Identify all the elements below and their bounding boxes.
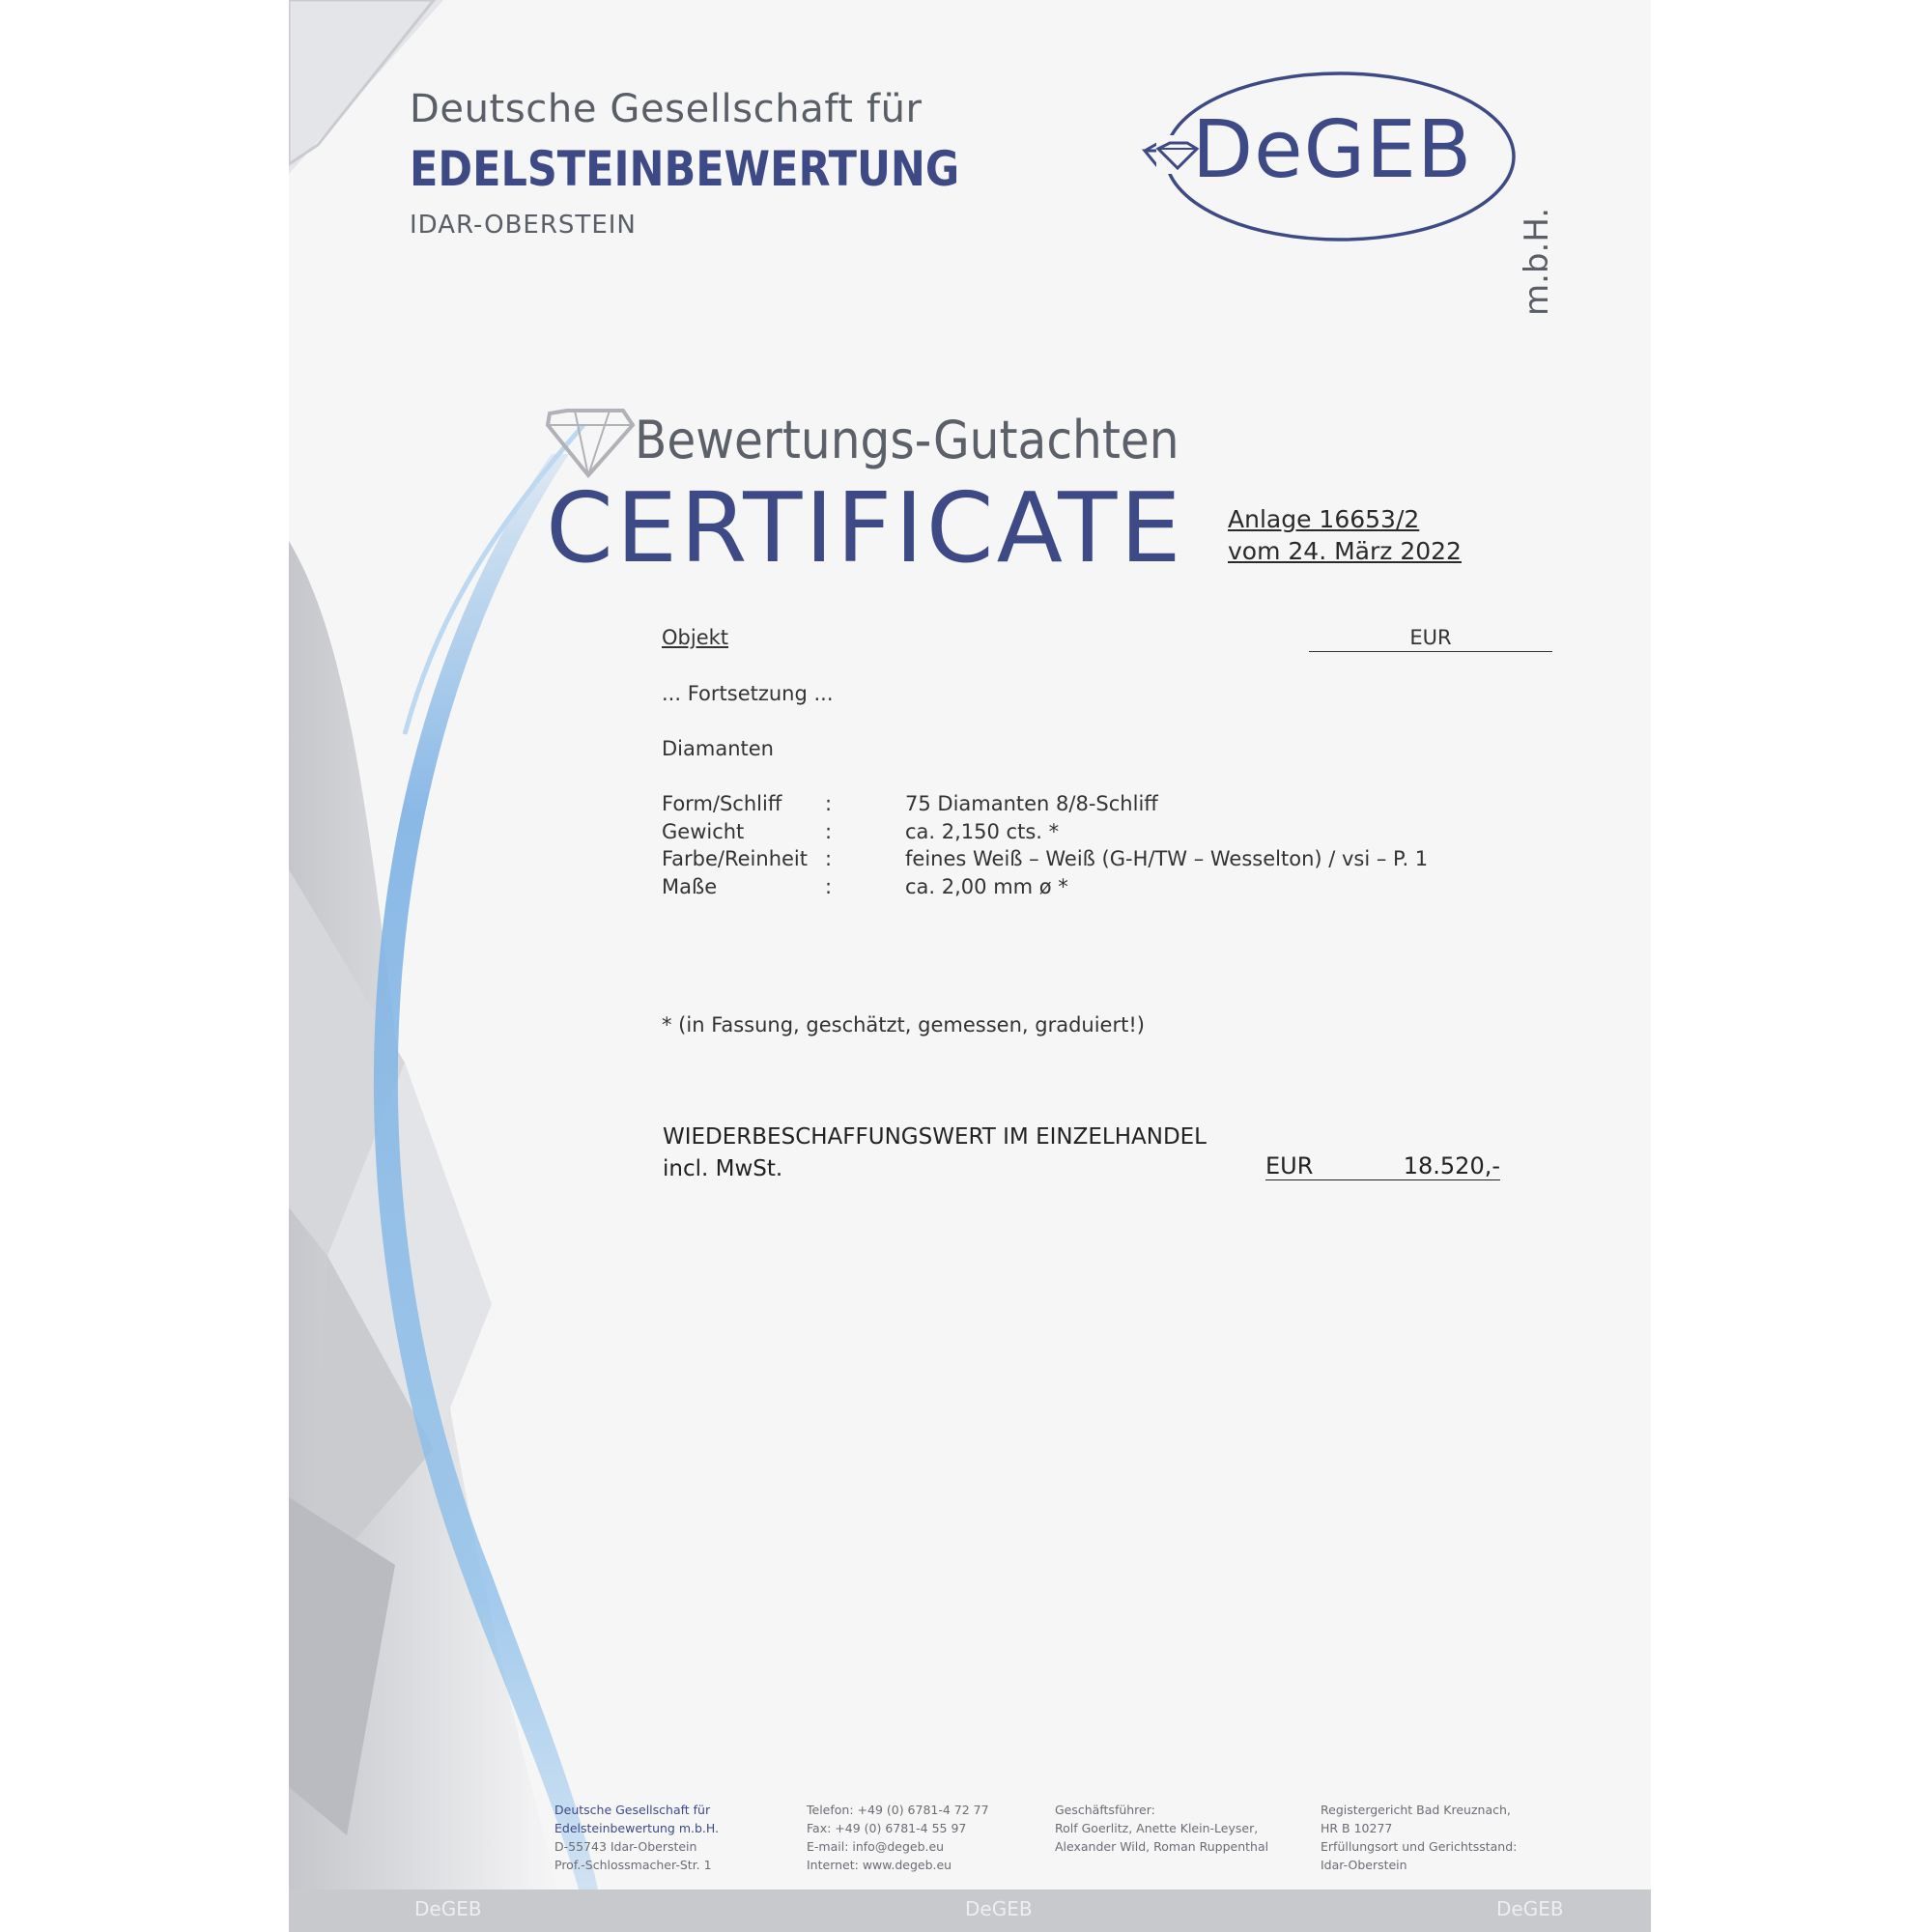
footer-register-line: HR B 10277 — [1321, 1821, 1393, 1835]
strip-logo: DeGEB — [965, 1897, 1033, 1920]
detail-label-color-clarity: Farbe/Reinheit — [662, 847, 808, 870]
footer-decorative-strip — [289, 1889, 1651, 1932]
strip-logo: DeGEB — [1496, 1897, 1564, 1920]
certificate-date: vom 24. März 2022 — [1228, 537, 1462, 565]
detail-separator: : — [825, 820, 833, 843]
object-label: Objekt — [662, 626, 729, 649]
continuation-note: ... Fortsetzung ... — [662, 682, 834, 705]
document-subtitle: Bewertungs-Gutachten — [635, 410, 1179, 470]
certificate-sheet — [289, 0, 1651, 1932]
footer-email: E-mail: info@degeb.eu — [807, 1839, 945, 1854]
footer-management-line: Alexander Wild, Roman Ruppenthal — [1055, 1839, 1269, 1854]
footer-register-line: Erfüllungsort und Gerichtsstand: — [1321, 1839, 1518, 1854]
footnote: * (in Fassung, geschätzt, gemessen, graduiert!) — [662, 1013, 1145, 1037]
footer-register-line: Registergericht Bad Kreuznach, — [1321, 1803, 1511, 1817]
footer-register — [1321, 1801, 1517, 1874]
footer-address-line: Prof.-Schlossmacher-Str. 1 — [554, 1858, 712, 1872]
certificate-title: CERTIFICATE — [546, 471, 1184, 584]
detail-value-color-clarity: feines Weiß – Weiß (G-H/TW – Wesselton) / vsi – P. 1 — [905, 847, 1429, 870]
total-currency: EUR — [1265, 1152, 1314, 1179]
footer-phone: Telefon: +49 (0) 6781-4 72 77 — [807, 1803, 989, 1817]
footer-company-line: Edelsteinbewertung m.b.H. — [554, 1821, 720, 1835]
footer-management-line: Rolf Goerlitz, Anette Klein-Leyser, — [1055, 1821, 1259, 1835]
footer-management — [1055, 1801, 1268, 1856]
strip-logo: DeGEB — [414, 1897, 482, 1920]
currency-header: EUR — [1309, 626, 1552, 652]
replacement-value-total — [1265, 1152, 1500, 1180]
section-heading: Diamanten — [662, 737, 774, 760]
detail-label-dimensions: Maße — [662, 875, 718, 898]
footer-management-line: Geschäftsführer: — [1055, 1803, 1155, 1817]
footer-fax: Fax: +49 (0) 6781-4 55 97 — [807, 1821, 967, 1835]
company-city: IDAR-OBERSTEIN — [410, 211, 637, 240]
total-amount: 18.520,- — [1403, 1152, 1500, 1179]
replacement-value-label: WIEDERBESCHAFFUNGSWERT IM EINZELHANDEL — [663, 1124, 1207, 1150]
attachment-number: Anlage 16653/2 — [1228, 505, 1420, 533]
footer-contact — [807, 1801, 989, 1874]
degeb-logo-text: DeGEB — [1192, 104, 1473, 196]
footer-address-line: D-55743 Idar-Oberstein — [554, 1839, 697, 1854]
footer-company — [554, 1801, 719, 1874]
detail-separator: : — [825, 847, 833, 870]
detail-separator: : — [825, 792, 833, 815]
vat-note: incl. MwSt. — [663, 1156, 783, 1181]
detail-value-cut: 75 Diamanten 8/8-Schliff — [905, 792, 1158, 815]
footer-company-line: Deutsche Gesellschaft für — [554, 1803, 711, 1817]
company-legal-form: m.b.H. — [1518, 207, 1556, 316]
detail-label-cut: Form/Schliff — [662, 792, 782, 815]
detail-separator: : — [825, 875, 833, 898]
detail-label-weight: Gewicht — [662, 820, 745, 843]
detail-value-weight: ca. 2,150 cts. * — [905, 820, 1060, 843]
footer-register-line: Idar-Oberstein — [1321, 1858, 1407, 1872]
footer-website: Internet: www.degeb.eu — [807, 1858, 952, 1872]
company-name-line2: EDELSTEINBEWERTUNG — [410, 141, 960, 197]
decorative-background — [289, 0, 1651, 1932]
company-name-line1: Deutsche Gesellschaft für — [410, 87, 923, 131]
detail-value-dimensions: ca. 2,00 mm ø * — [905, 875, 1068, 898]
